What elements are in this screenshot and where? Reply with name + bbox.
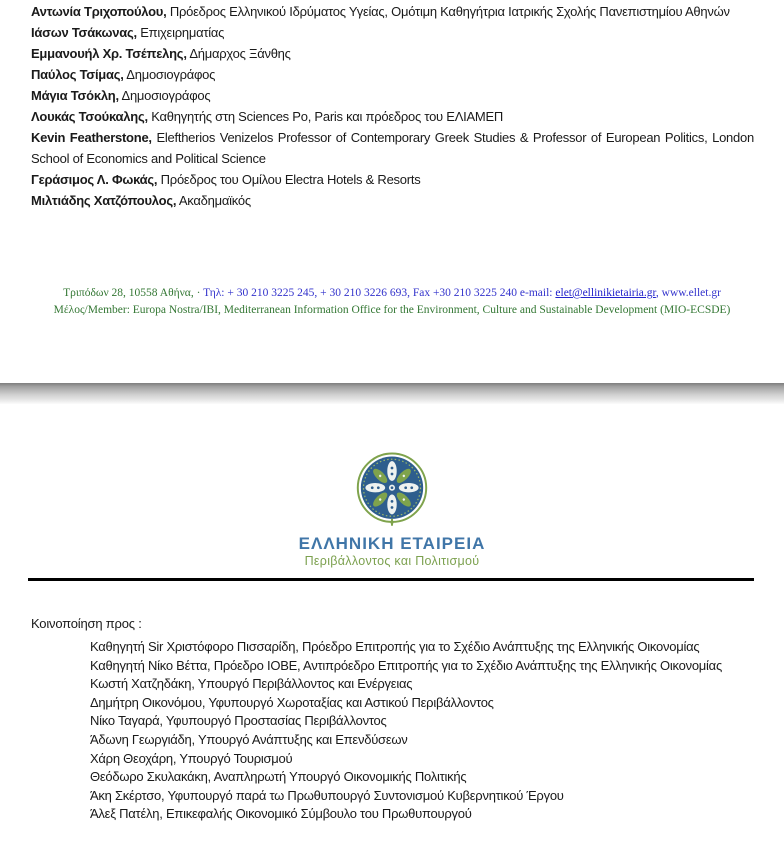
person-role: Ακαδημαϊκός: [178, 193, 251, 208]
person-role: Δήμαρχος Ξάνθης: [189, 46, 291, 61]
letterhead-footer: [14, 285, 770, 319]
signatories-list: [31, 1, 754, 211]
person-entry: [31, 64, 754, 85]
logo-title: ΕΛΛΗΝΙΚΗ ΕΤΑΙΡΕΙΑ: [298, 534, 486, 553]
person-role: Πρόεδρος Ελληνικού Ιδρύματος Υγείας, Ομότιμη Καθηγήτρια Ιατρικής Σχολής Πανεπιστημίου Αθηνών: [169, 4, 730, 19]
person-name: Λουκάς Τσούκαλης,: [31, 109, 148, 124]
person-entry: [31, 85, 754, 106]
person-name: Αντωνία Τριχοπούλου,: [31, 4, 167, 19]
cc-recipient: Άδωνη Γεωργιάδη, Υπουργό Ανάπτυξης και Επενδύσεων: [90, 731, 408, 747]
person-name: Εμμανουήλ Χρ. Τσέπελης,: [31, 46, 187, 61]
person-entry: [31, 190, 754, 211]
person-name: Μάγια Τσόκλη,: [31, 88, 119, 103]
page-break-separator: [0, 383, 784, 404]
person-name: Γεράσιμος Λ. Φωκάς,: [31, 172, 158, 187]
cc-recipient: Κωστή Χατζηδάκη, Υπουργό Περιβάλλοντος και Ενέργειας: [90, 676, 413, 692]
cc-recipient: Χάρη Θεοχάρη, Υπουργό Τουρισμού: [90, 750, 293, 766]
cc-label: Κοινοποίηση προς :: [31, 616, 142, 631]
person-name: Μιλτιάδης Χατζόπουλος,: [31, 193, 177, 208]
person-entry: [31, 169, 754, 190]
person-role: Επιχειρηματίας: [140, 25, 225, 40]
person-entry: [31, 1, 754, 22]
cc-recipients-list: [90, 638, 784, 824]
cc-recipient: Θεόδωρο Σκυλακάκη, Αναπληρωτή Υπουργό Οικονομικής Πολιτικής: [90, 769, 467, 785]
organization-logo: [0, 452, 784, 568]
person-name: Ιάσων Τσάκωνας,: [31, 25, 137, 40]
horizontal-rule: [28, 578, 754, 581]
person-name: Παύλος Τσίμας,: [31, 67, 124, 82]
person-entry: [31, 43, 754, 64]
person-entry: [31, 22, 754, 43]
cc-recipient: Νίκο Ταγαρά, Υφυπουργό Προστασίας Περιβάλλοντος: [90, 713, 387, 729]
person-role: Δημοσιογράφος: [121, 88, 211, 103]
footer-address: Τριπόδων 28, 10558 Αθήνα, ·: [63, 287, 204, 299]
person-role: Δημοσιογράφος: [126, 67, 216, 82]
person-entry: [31, 127, 754, 169]
person-role: Eleftherios Venizelos Professor of Contemporary Greek Studies & Professor of European Politics, London School of Economics and Political Science: [31, 130, 754, 166]
footer-contacts: Τηλ: + 30 210 3225 245, + 30 210 3226 693, Fax +30 210 3225 240 e-mail:: [203, 287, 556, 299]
logo-subtitle: Περιβάλλοντος και Πολιτισμού: [304, 554, 480, 568]
cc-recipient: Δημήτρη Οικονόμου, Υφυπουργό Χωροταξίας και Αστικού Περιβάλλοντος: [90, 694, 494, 710]
person-role: Πρόεδρος του Ομίλου Electra Hotels & Resorts: [160, 172, 421, 187]
cc-recipient: Καθηγητή Sir Χριστόφορο Πισσαρίδη, Πρόεδρο Επιτροπής για το Σχέδιο Ανάπτυξης της Ελληνικής Οικονομίας: [90, 639, 700, 654]
cc-recipient: Καθηγητή Νίκο Βέττα, Πρόεδρο ΙΟΒΕ, Αντιπρόεδρο Επιτροπής για το Σχέδιο Ανάπτυξης της Ελληνικής Οικονομίας: [90, 657, 722, 673]
footer-website: , www.ellet.gr: [655, 287, 721, 299]
cc-recipient: Άκη Σκέρτσο, Υφυπουργό παρά τω Πρωθυπουργό Συντονισμού Κυβερνητικού Έργου: [90, 787, 564, 803]
person-role: Καθηγητής στη Sciences Po, Paris και πρόεδρος του ΕΛΙΑΜΕΠ: [151, 109, 504, 124]
person-name: Kevin Featherstone,: [31, 130, 152, 145]
footer-membership-line: Μέλος/Member: Europa Nostra/IBI, Mediterranean Information Office for the Environment, Culture and Sustainable Development (MIO-ECSDE): [53, 304, 731, 316]
person-entry: [31, 106, 754, 127]
rosette-logo-icon: [354, 452, 430, 528]
email-link[interactable]: elet@ellinikietairia.gr: [555, 287, 656, 299]
cc-recipient: Άλεξ Πατέλη, Επικεφαλής Οικονομικό Σύμβουλο του Πρωθυπουργού: [90, 806, 472, 822]
footer-contact-line: [14, 285, 770, 302]
